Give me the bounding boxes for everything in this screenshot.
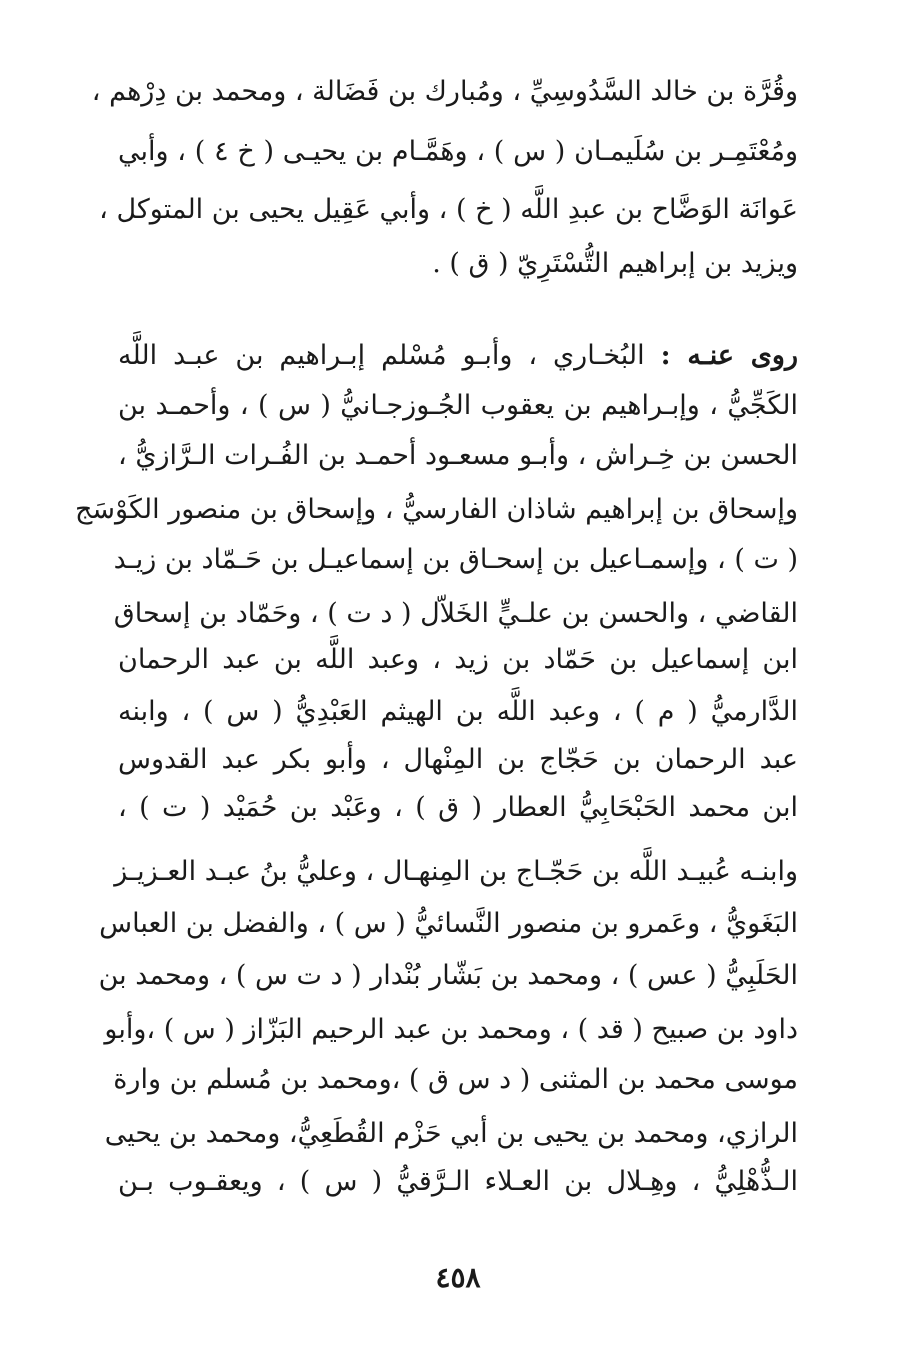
text-line: البَغَويُّ ، وعَمرو بن منصور النَّسائيُّ ( س ) ، والفضل بن العباس (99, 908, 798, 939)
text-line: وقُرَّة بن خالد السَّدُوسِيِّ ، ومُبارك بن فَضَالة ، ومحمد بن دِرْهم ، (91, 76, 798, 107)
text-line: ابن محمد الحَبْحَابِيُّ العطار ( ق ) ، وعَبْد بن حُمَيْد ( ت ) ، (118, 792, 798, 823)
text-line: ويزيد بن إبراهيم التُّسْتَرِيّ ( ق ) . (432, 248, 798, 279)
text-line: ومُعْتَمِـر بن سُلَيمـان ( س ) ، وهَمَّـام بن يحيـى ( خ ٤ ) ، وأبي (118, 136, 799, 167)
text-line: الدَّارميُّ ( م ) ، وعبد اللَّه بن الهيثم العَبْدِيُّ ( س ) ، وابنه (118, 696, 798, 727)
text-line: ( ت ) ، وإسمـاعيل بن إسحـاق بن إسماعيـل بن حَـمّاد بن زيـد (113, 544, 798, 575)
text-line: الحسن بن خِـراش ، وأبـو مسعـود أحمـد بن الفُـرات الـرَّازيُّ ، (118, 440, 798, 471)
text-line: موسى محمد بن المثنى ( د س ق ) ،ومحمد بن مُسلم بن وارة (113, 1064, 798, 1095)
text-line: وابنـه عُبيـد اللَّه بن حَجّـاج بن المِنهـال ، وعليُّ بنُ عبـد العـزيـز (114, 856, 798, 887)
text-line: عبد الرحمان بن حَجّاج بن المِنْهال ، وأبو بكر عبد القدوس (118, 744, 798, 775)
text-line: الـذُّهْلِيُّ ، وهِـلال بن العـلاء الـرَّقيُّ ( س ) ، ويعقـوب بـن (118, 1166, 798, 1197)
text-line: عَوانَة الوَضَّاح بن عبدِ اللَّه ( خ ) ، وأبي عَقِيل يحيى بن المتوكل ، (99, 194, 798, 225)
narrators-heading: روى عنـه : (660, 340, 799, 371)
text-line: وإسحاق بن إبراهيم شاذان الفارسيُّ ، وإسحاق بن منصور الكَوْسَج (74, 494, 798, 525)
text-line: القاضي ، والحسن بن علـيٍّ الخَلاّل ( د ت ) ، وحَمّاد بن إسحاق (113, 598, 798, 629)
text-line: الكَجِّيُّ ، وإبـراهيم بن يعقوب الجُـوزجـانيُّ ( س ) ، وأحمـد بن (118, 390, 798, 421)
text-span: البُخـاري ، وأبـو مُسْلم إبـراهيم بن عبـد اللَّه (118, 340, 661, 371)
text-line: ابن إسماعيل بن حَمّاد بن زيد ، وعبد اللَّه بن عبد الرحمان (118, 644, 798, 675)
text-line: الحَلَبِيُّ ( عس ) ، ومحمد بن بَشّار بُنْدار ( د ت س ) ، ومحمد بن (98, 960, 798, 991)
text-line: داود بن صبيح ( قد ) ، ومحمد بن عبد الرحيم البَزّاز ( س ) ،وأبو (104, 1014, 798, 1045)
page-number: ٤٥٨ (435, 1261, 481, 1294)
text-line: الرازي، ومحمد بن يحيى بن أبي حَزْم القُطَعِيُّ، ومحمد بن يحيى (104, 1118, 798, 1149)
text-line (118, 336, 798, 376)
